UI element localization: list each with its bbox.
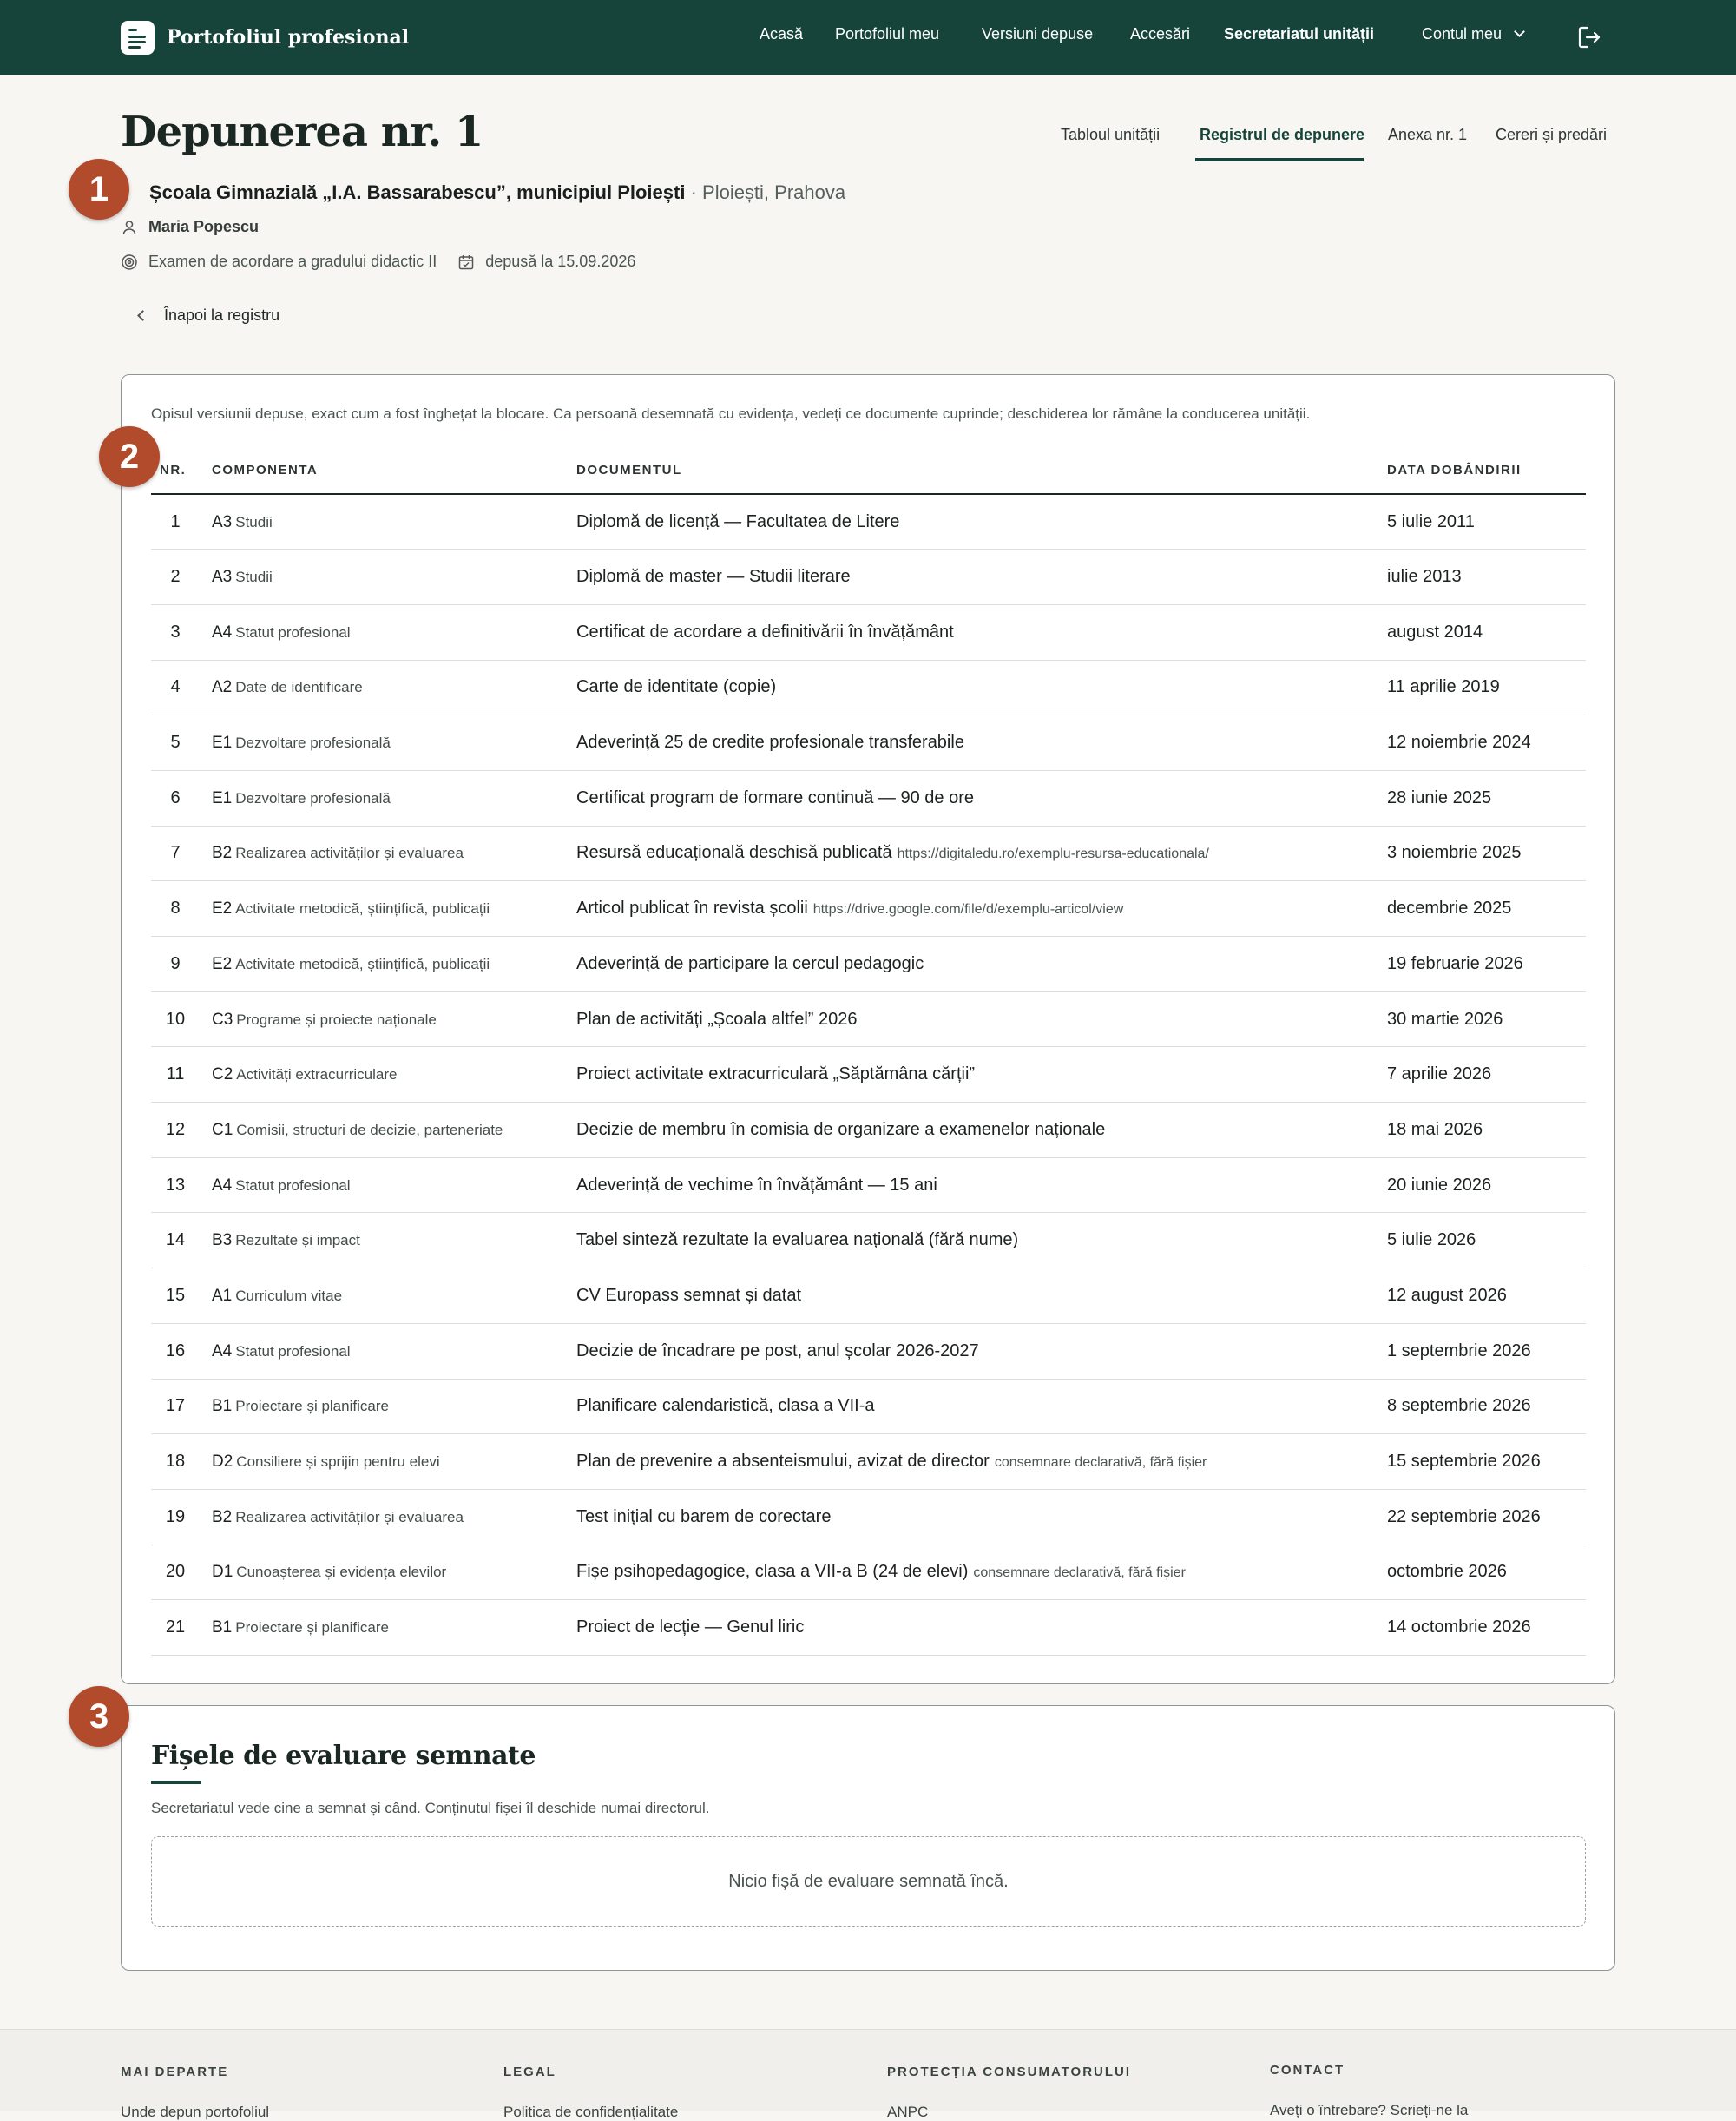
component-name: Proiectare și planificare xyxy=(235,1398,389,1415)
row-number: 5 xyxy=(151,715,200,771)
nav-link-submitted-versions[interactable]: Versiuni depuse xyxy=(982,25,1094,43)
acquisition-date: 11 aprilie 2019 xyxy=(1387,660,1586,715)
row-number: 14 xyxy=(151,1213,200,1268)
component-name: Proiectare și planificare xyxy=(235,1619,389,1637)
evaluations-card xyxy=(121,1705,1615,1971)
footer xyxy=(0,2029,1736,2120)
document-title: Tabel sinteză rezultate la evaluarea națională (fără nume) xyxy=(576,1230,1019,1250)
table-row xyxy=(151,826,1586,881)
row-number: 15 xyxy=(151,1268,200,1324)
footer-heading: MAI DEPARTE xyxy=(121,2065,229,2079)
table-row xyxy=(151,1047,1586,1103)
table-row xyxy=(151,770,1586,826)
document-note: consemnare declarativă, fără fișier xyxy=(973,1565,1186,1581)
row-number: 10 xyxy=(151,991,200,1047)
chevron-down-icon xyxy=(1514,26,1525,37)
acquisition-date: decembrie 2025 xyxy=(1387,881,1586,937)
acquisition-date: 20 iunie 2026 xyxy=(1387,1157,1586,1213)
document-cell xyxy=(576,1379,1387,1434)
row-number: 17 xyxy=(151,1379,200,1434)
table-row xyxy=(151,991,1586,1047)
document-title: Decizie de membru în comisia de organizare a examenelor naționale xyxy=(576,1119,1106,1139)
component-cell xyxy=(200,1103,576,1158)
component-code: A2 xyxy=(212,678,233,697)
document-cell xyxy=(576,1545,1387,1600)
component-code: E2 xyxy=(212,899,233,919)
document-cell xyxy=(576,604,1387,660)
footer-col-consumer xyxy=(887,2065,1131,2121)
component-cell xyxy=(200,1489,576,1545)
footer-link: Aveți o întrebare? Scrieți-ne la xyxy=(1270,2102,1469,2118)
component-code: B3 xyxy=(212,1231,233,1250)
acquisition-date: 5 iulie 2026 xyxy=(1387,1213,1586,1268)
document-title: Adeverință de vechime în învățământ — 15 ani xyxy=(576,1175,937,1195)
brand[interactable] xyxy=(121,20,409,55)
component-code: E1 xyxy=(212,788,233,807)
acquisition-date: octombrie 2026 xyxy=(1387,1545,1586,1600)
component-cell xyxy=(200,1379,576,1434)
document-cell xyxy=(576,550,1387,605)
component-cell xyxy=(200,715,576,771)
document-cell xyxy=(576,1268,1387,1324)
register-table xyxy=(151,446,1586,1656)
tab-annex-1[interactable]: Anexa nr. 1 xyxy=(1388,126,1468,143)
component-name: Activitate metodică, științifică, publicații xyxy=(235,900,490,918)
document-title: Certificat program de formare continuă — 90 de ore xyxy=(576,787,974,807)
component-cell xyxy=(200,881,576,937)
document-title: Diplomă de licență — Facultatea de Litere xyxy=(576,511,900,531)
document-cell xyxy=(576,715,1387,771)
component-code: C1 xyxy=(212,1120,233,1139)
row-number: 21 xyxy=(151,1600,200,1656)
account-menu[interactable] xyxy=(1422,25,1523,43)
table-row xyxy=(151,494,1586,550)
component-name: Dezvoltare profesională xyxy=(235,734,391,752)
school-label: Școala Gimnazială „I.A. Bassarabescu”, municipiul Ploiești xyxy=(149,181,686,203)
top-navigation xyxy=(0,0,1736,75)
document-cell xyxy=(576,1047,1387,1103)
school-name xyxy=(149,181,845,204)
row-number: 2 xyxy=(151,550,200,605)
component-name: Date de identificare xyxy=(235,679,363,696)
document-title: Planificare calendaristică, clasa a VII-a xyxy=(576,1396,875,1416)
component-name: Curriculum vitae xyxy=(235,1287,343,1304)
acquisition-date: 18 mai 2026 xyxy=(1387,1103,1586,1158)
row-number: 11 xyxy=(151,1047,200,1103)
component-name: Consiliere și sprijin pentru elevi xyxy=(236,1453,440,1471)
submitted-date: depusă la 15.09.2026 xyxy=(485,253,636,270)
acquisition-date: 30 martie 2026 xyxy=(1387,991,1586,1047)
table-row xyxy=(151,1600,1586,1656)
table-header-row xyxy=(151,446,1586,494)
register-card xyxy=(121,374,1615,1684)
component-name: Dezvoltare profesională xyxy=(235,789,391,807)
component-code: D2 xyxy=(212,1452,233,1472)
active-tab-indicator xyxy=(1195,158,1364,161)
acquisition-date: 14 octombrie 2026 xyxy=(1387,1600,1586,1656)
person-name: Maria Popescu xyxy=(148,218,260,235)
component-code: C2 xyxy=(212,1065,233,1084)
acquisition-date: 12 noiembrie 2024 xyxy=(1387,715,1586,771)
row-number: 20 xyxy=(151,1545,200,1600)
footer-link[interactable]: Politica de confidențialitate xyxy=(503,2104,679,2120)
table-row xyxy=(151,1323,1586,1379)
component-name: Activitate metodică, științifică, publicații xyxy=(235,955,490,972)
document-title: Plan de prevenire a absenteismului, avizat de director xyxy=(576,1452,990,1472)
document-title: Carte de identitate (copie) xyxy=(576,677,777,697)
table-row xyxy=(151,1434,1586,1490)
acquisition-date: 12 august 2026 xyxy=(1387,1268,1586,1324)
table-row xyxy=(151,1379,1586,1434)
component-name: Studii xyxy=(235,513,273,530)
document-note: https://drive.google.com/file/d/exemplu-articol/view xyxy=(812,902,1124,918)
nav-link-home[interactable]: Acasă xyxy=(760,25,804,43)
component-cell xyxy=(200,1323,576,1379)
component-code: B1 xyxy=(212,1397,233,1416)
column-header-component: COMPONENTA xyxy=(200,446,576,494)
document-note: https://digitaledu.ro/exemplu-resursa-educationala/ xyxy=(897,846,1209,862)
component-cell xyxy=(200,1047,576,1103)
component-code: A4 xyxy=(212,1176,233,1195)
acquisition-date: 1 septembrie 2026 xyxy=(1387,1323,1586,1379)
component-cell xyxy=(200,1268,576,1324)
component-name: Comisii, structuri de decizie, parteneriate xyxy=(236,1121,503,1138)
register-note: Opisul versiunii depuse, exact cum a fost înghețat la blocare. Ca persoană desemnată cu evidența, vedeți ce documente cuprinde; deschiderea lor rămâne la conducerea unității. xyxy=(151,405,1311,422)
register-body xyxy=(151,494,1586,1655)
footer-col-next xyxy=(121,2065,269,2121)
logout-icon[interactable] xyxy=(1576,24,1602,50)
component-cell xyxy=(200,991,576,1047)
table-row xyxy=(151,1213,1586,1268)
step-badge-2: 2 xyxy=(99,426,160,487)
component-name: Programe și proiecte naționale xyxy=(236,1011,437,1028)
component-name: Rezultate și impact xyxy=(235,1232,360,1249)
component-code: B2 xyxy=(212,844,233,863)
acquisition-date: 15 septembrie 2026 xyxy=(1387,1434,1586,1490)
empty-state: Nicio fișă de evaluare semnată încă. xyxy=(151,1836,1586,1927)
document-cell xyxy=(576,1434,1387,1490)
footer-link[interactable]: Unde depun portofoliul xyxy=(121,2104,270,2120)
row-number: 7 xyxy=(151,826,200,881)
component-code: E1 xyxy=(212,734,233,753)
document-title: Plan de activități „Școala altfel” 2026 xyxy=(576,1009,858,1029)
component-name: Cunoașterea și evidența elevilor xyxy=(236,1564,447,1581)
row-number: 13 xyxy=(151,1157,200,1213)
nav-link-my-portfolio[interactable]: Portofoliul meu xyxy=(835,25,940,43)
tab-requests[interactable]: Cereri și predări xyxy=(1496,126,1608,143)
component-cell xyxy=(200,550,576,605)
component-name: Statut profesional xyxy=(235,1342,351,1360)
document-title: Resursă educațională deschisă publicată xyxy=(576,843,892,863)
document-cell xyxy=(576,1323,1387,1379)
component-code: D1 xyxy=(212,1563,233,1582)
document-cell xyxy=(576,881,1387,937)
component-code: A3 xyxy=(212,512,233,531)
acquisition-date: 8 septembrie 2026 xyxy=(1387,1379,1586,1434)
document-cell xyxy=(576,826,1387,881)
footer-heading: PROTECȚIA CONSUMATORULUI xyxy=(887,2065,1132,2079)
step-badge-1: 1 xyxy=(69,159,129,220)
brand-name: Portofoliul profesional xyxy=(167,26,410,49)
back-label: Înapoi la registru xyxy=(164,306,280,324)
component-cell xyxy=(200,1213,576,1268)
column-header-nr: NR. xyxy=(151,446,200,494)
component-name: Studii xyxy=(235,569,273,586)
component-code: A4 xyxy=(212,1341,233,1360)
component-cell xyxy=(200,604,576,660)
acquisition-date: 28 iunie 2025 xyxy=(1387,770,1586,826)
target-icon xyxy=(121,254,138,271)
document-cell xyxy=(576,1103,1387,1158)
exam-row xyxy=(121,253,635,271)
row-number: 1 xyxy=(151,494,200,550)
table-row xyxy=(151,937,1586,992)
exam-type: Examen de acordare a gradului didactic II xyxy=(148,253,437,270)
document-cell xyxy=(576,1600,1387,1656)
document-note: consemnare declarativă, fără fișier xyxy=(994,1455,1207,1471)
table-row xyxy=(151,604,1586,660)
row-number: 3 xyxy=(151,604,200,660)
component-code: B2 xyxy=(212,1507,233,1526)
calendar-check-icon xyxy=(457,254,475,271)
document-cell xyxy=(576,1489,1387,1545)
component-cell xyxy=(200,660,576,715)
evaluations-title: Fișele de evaluare semnate xyxy=(151,1741,536,1771)
component-name: Statut profesional xyxy=(235,623,351,641)
nav-link-accesses[interactable]: Accesări xyxy=(1130,25,1191,43)
component-cell xyxy=(200,1545,576,1600)
row-number: 4 xyxy=(151,660,200,715)
component-cell xyxy=(200,1600,576,1656)
footer-heading: CONTACT xyxy=(1270,2063,1345,2078)
document-cell xyxy=(576,1157,1387,1213)
component-code: A4 xyxy=(212,622,233,642)
component-cell xyxy=(200,494,576,550)
table-row xyxy=(151,1157,1586,1213)
acquisition-date: 7 aprilie 2026 xyxy=(1387,1047,1586,1103)
row-number: 9 xyxy=(151,937,200,992)
document-title: Decizie de încadrare pe post, anul școlar 2026-2027 xyxy=(576,1340,979,1360)
tab-unit-dashboard[interactable]: Tabloul unității xyxy=(1061,126,1161,143)
table-row xyxy=(151,1268,1586,1324)
table-row xyxy=(151,715,1586,771)
component-cell xyxy=(200,1157,576,1213)
document-title: Proiect de lecție — Genul liric xyxy=(576,1617,805,1637)
row-number: 8 xyxy=(151,881,200,937)
document-cell xyxy=(576,937,1387,992)
document-title: Fișe psihopedagogice, clasa a VII-a B (24 de elevi) xyxy=(576,1562,969,1582)
footer-link[interactable]: ANPC xyxy=(887,2104,929,2120)
acquisition-date: 19 februarie 2026 xyxy=(1387,937,1586,992)
table-row xyxy=(151,1489,1586,1545)
chevron-left-icon xyxy=(137,310,148,321)
footer-col-legal xyxy=(503,2065,678,2121)
document-cell xyxy=(576,660,1387,715)
document-cell xyxy=(576,991,1387,1047)
component-cell xyxy=(200,1434,576,1490)
step-badge-3: 3 xyxy=(69,1686,129,1747)
document-title: Articol publicat în revista școlii xyxy=(576,899,808,919)
acquisition-date: 22 septembrie 2026 xyxy=(1387,1489,1586,1545)
component-code: A3 xyxy=(212,568,233,587)
evaluations-subtitle: Secretariatul vede cine a semnat și când. Conținutul fișei îl deschide numai directorul. xyxy=(151,1800,710,1816)
table-row xyxy=(151,1103,1586,1158)
component-code: A1 xyxy=(212,1286,233,1305)
person-icon xyxy=(121,219,138,236)
acquisition-date: iulie 2013 xyxy=(1387,550,1586,605)
component-cell xyxy=(200,770,576,826)
title-accent xyxy=(151,1781,201,1784)
component-name: Realizarea activităților și evaluarea xyxy=(235,1508,464,1525)
document-title: Proiect activitate extracurriculară „Săptămâna cărții” xyxy=(576,1064,976,1084)
component-cell xyxy=(200,826,576,881)
document-title: Certificat de acordare a definitivării în învățământ xyxy=(576,622,954,642)
document-cell xyxy=(576,1213,1387,1268)
school-location: · Ploiești, Prahova xyxy=(690,181,846,203)
footer-heading: LEGAL xyxy=(503,2065,556,2079)
person-row xyxy=(121,218,259,236)
acquisition-date: august 2014 xyxy=(1387,604,1586,660)
tab-submission-register[interactable]: Registrul de depunere xyxy=(1200,126,1365,143)
document-title: Adeverință 25 de credite profesionale transferabile xyxy=(576,733,964,753)
document-title: Test inițial cu barem de corectare xyxy=(576,1506,832,1526)
component-name: Activități extracurriculare xyxy=(236,1066,398,1084)
document-title: CV Europass semnat și datat xyxy=(576,1285,802,1305)
portfolio-logo-icon xyxy=(121,21,155,55)
page-title: Depunerea nr. 1 xyxy=(121,108,483,156)
document-cell xyxy=(576,494,1387,550)
component-name: Statut profesional xyxy=(235,1176,351,1194)
component-name: Realizarea activităților și evaluarea xyxy=(235,845,464,862)
nav-link-secretariat[interactable]: Secretariatul unității xyxy=(1224,25,1375,43)
footer-col-contact xyxy=(1270,2063,1468,2119)
component-code: C3 xyxy=(212,1010,233,1029)
acquisition-date: 3 noiembrie 2025 xyxy=(1387,826,1586,881)
component-cell xyxy=(200,937,576,992)
document-title: Diplomă de master — Studii literare xyxy=(576,567,851,587)
row-number: 18 xyxy=(151,1434,200,1490)
back-to-register-link[interactable] xyxy=(139,306,279,325)
row-number: 12 xyxy=(151,1103,200,1158)
table-row xyxy=(151,1545,1586,1600)
document-cell xyxy=(576,770,1387,826)
row-number: 6 xyxy=(151,770,200,826)
component-code: E2 xyxy=(212,954,233,973)
document-title: Adeverință de participare la cercul pedagogic xyxy=(576,953,924,973)
column-header-document: DOCUMENTUL xyxy=(576,446,1387,494)
table-row xyxy=(151,660,1586,715)
column-header-date: DATA DOBÂNDIRII xyxy=(1387,446,1586,494)
row-number: 19 xyxy=(151,1489,200,1545)
row-number: 16 xyxy=(151,1323,200,1379)
account-label: Contul meu xyxy=(1422,25,1503,43)
component-code: B1 xyxy=(212,1618,233,1637)
acquisition-date: 5 iulie 2011 xyxy=(1387,494,1586,550)
table-row xyxy=(151,881,1586,937)
table-row xyxy=(151,550,1586,605)
